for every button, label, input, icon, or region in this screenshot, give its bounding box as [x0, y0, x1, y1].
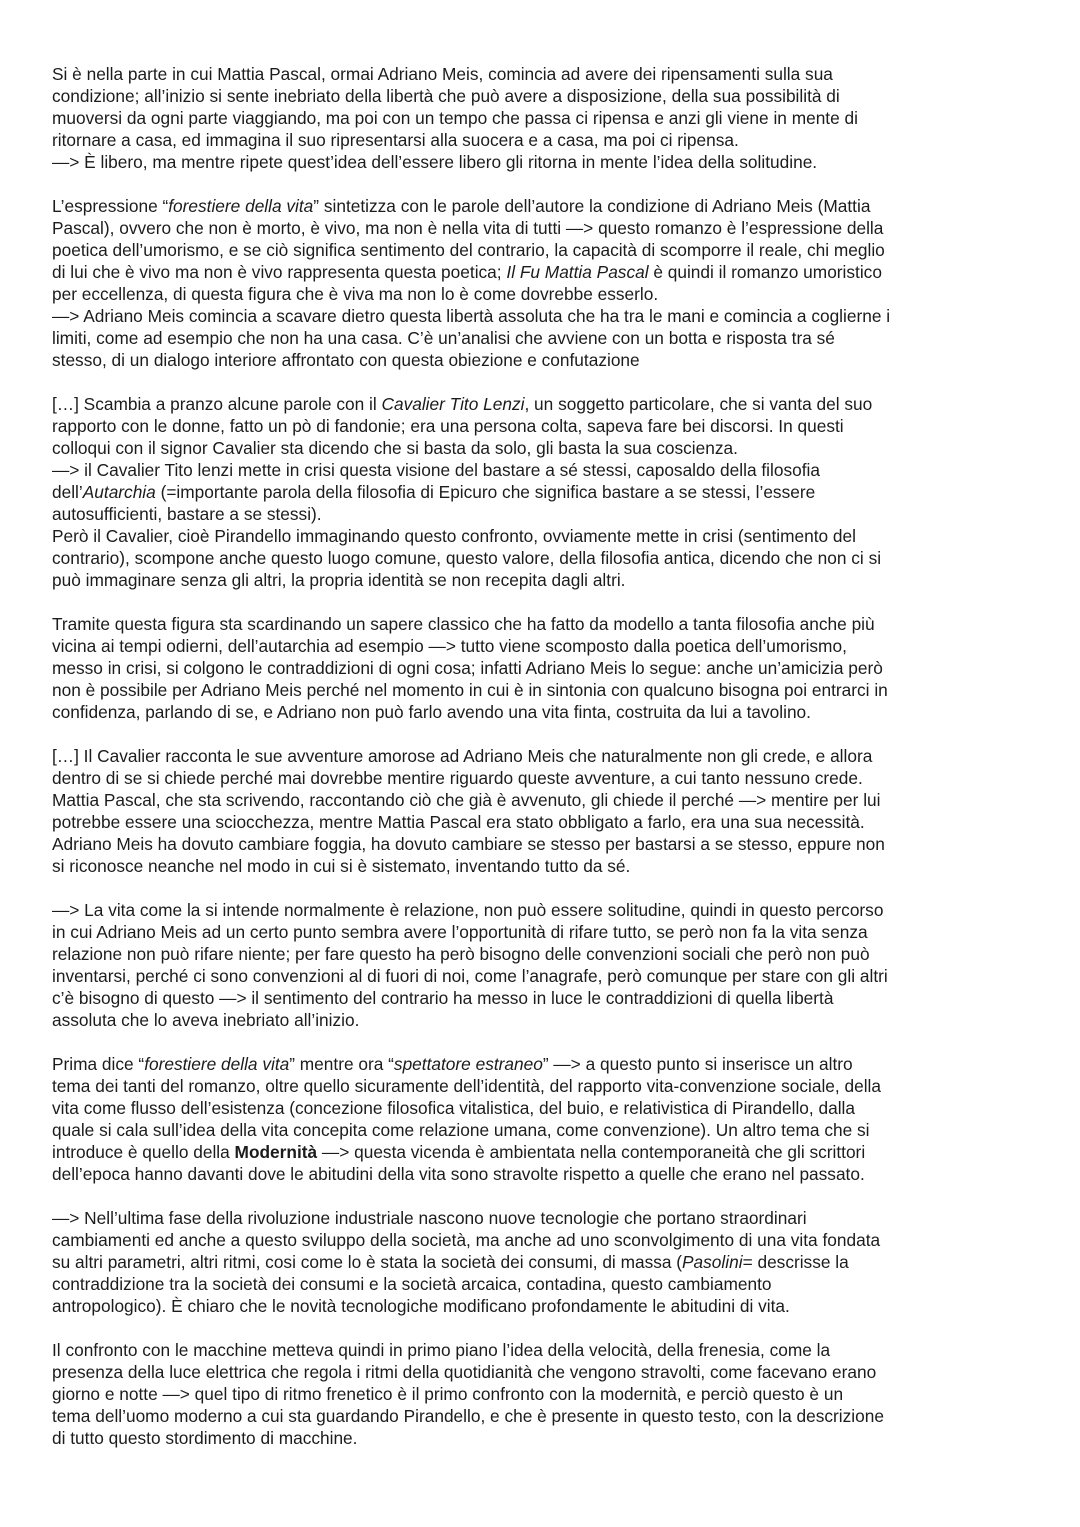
paragraph	[52, 1053, 1037, 1185]
text-run: L’espressione “	[52, 196, 169, 216]
text-run: = descrisse la contraddizione tra la società dei consumi e la società arcaica, contadina, questo cambiamento antropologico). È chiaro che le novità tecnologiche modificano profondamente le abitudini di vita.	[52, 1252, 849, 1316]
paragraph	[52, 613, 1037, 723]
paragraph	[52, 393, 1037, 591]
text-run: —> Nell’ultima fase della rivoluzione industriale nascono nuove tecnologie che portano straordinari cambiamenti ed anche a questo sviluppo della società, ma anche ad uno sconvolgimento di una vita fondata su altri parametri, altri ritmi, cosi come lo è stata la società dei consumi, di massa (	[52, 1208, 881, 1272]
paragraph	[52, 195, 1037, 371]
text-run: Tramite questa figura sta scardinando un sapere classico che ha fatto da modello a tanta filosofia anche più vicina ai tempi odierni, dell’autarchia ad esempio —> tutto viene scomposto dalla poetica dell’umorismo, messo in crisi, si colgono le contraddizioni di ogni cosa; infatti Adriano Meis lo segue: anche un’amicizia però non è possibile per Adriano Meis perché nel momento in cui è in sintonia con qualcuno bisogna poi entrarci in confidenza, parlando di se, e Adriano non può farlo avendo una vita finta, costruita da lui a tavolino.	[52, 614, 888, 722]
text-run: […] Il Cavalier racconta le sue avventure amorose ad Adriano Meis che naturalmente non gli crede, e allora dentro di se si chiede perché mai dovrebbe mentire riguardo queste avventure, a cui tanto nessuno crede. Mattia Pascal, che sta scrivendo, raccontando ciò che già è avvenuto, gli chiede il perché —> mentire per lui potrebbe essere una sciocchezza, mentre Mattia Pascal era stato obbligato a farlo, era una sua necessità. Adriano Meis ha dovuto cambiare foggia, ha dovuto cambiare se stesso per bastarsi a se stesso, eppure non si riconosce neanche nel modo in cui si è sistemato, inventando tutto da sé.	[52, 746, 885, 876]
text-run: ” mentre ora “	[289, 1054, 394, 1074]
paragraph	[52, 1207, 1037, 1317]
text-run: (=importante parola della filosofia di Epicuro che significa bastare a se stessi, l’essere autosufficienti, bastare a se stessi). Però il Cavalier, cioè Pirandello immaginando questo confronto, ovviamente mette in crisi (sentimento del contrario), scompone anche questo luogo comune, questo valore, della filosofia antica, dicendo che non ci si può immaginare senza gli altri, la propria identità se non recepita dagli altri.	[52, 482, 882, 590]
bold-text: Modernità	[234, 1142, 318, 1162]
text-run: —> questa vicenda è ambientata nella contemporaneità che gli scrittori dell’epoca hanno davanti dove le abitudini della vita sono stravolte rispetto a quelle che erano nel passato.	[52, 1142, 866, 1184]
paragraph	[52, 63, 1037, 173]
text-run: […] Scambia a pranzo alcune parole con il	[52, 394, 382, 414]
text-run: , un soggetto particolare, che si vanta del suo rapporto con le donne, fatto un pò di fandonie; era una persona colta, sapeva fare bei discorsi. In questi colloqui con il signor Cavalier sta dicendo che si basta da solo, gli basta la sua coscienza. —> il Cavalier Tito lenzi mette in crisi questa visione del bastare a sé stessi, caposaldo della filosofia dell’	[52, 394, 873, 502]
italic-text: forestiere della vita	[144, 1054, 290, 1074]
italic-text: forestiere della vita	[168, 196, 314, 216]
text-run: ” sintetizza con le parole dell’autore la condizione di Adriano Meis (Mattia Pascal), ovvero che non è morto, è vivo, ma non è nella vita di tutti —> questo romanzo è l’espressione della poetica dell’umorismo, e se ciò significa sentimento del contrario, la capacità di scomporre il reale, chi meglio di lui che è vivo ma non è vivo rappresenta questa poetica;	[52, 196, 885, 282]
italic-text: Pasolini	[682, 1252, 743, 1272]
text-run: —> La vita come la si intende normalmente è relazione, non può essere solitudine, quindi in questo percorso in cui Adriano Meis ad un certo punto sembra avere l’opportunità di rifare tutto, se però non fa la vita senza relazione non può rifare niente; per fare questo ha però bisogno delle convenzioni sociali che però non può inventarsi, perché ci sono convenzioni al di fuori di noi, come l’anagrafe, però comunque per stare con gli altri c’è bisogno di questo —> il sentimento del contrario ha messo in luce le contraddizioni di quella libertà assoluta che lo aveva inebriato all’inizio.	[52, 900, 888, 1030]
paragraph	[52, 745, 1037, 877]
paragraph	[52, 1339, 1037, 1449]
italic-text: Cavalier Tito Lenzi	[381, 394, 525, 414]
text-run: Prima dice “	[52, 1054, 145, 1074]
italic-text: spettatore estraneo	[393, 1054, 543, 1074]
paragraph	[52, 899, 1037, 1031]
text-run: è quindi il romanzo umoristico per eccellenza, di questa figura che è viva ma non lo è come dovrebbe esserlo. —> Adriano Meis comincia a scavare dietro questa libertà assoluta che ha tra le mani e comincia a coglierne i limiti, come ad esempio che non ha una casa. C’è un’analisi che avviene con un botta e risposta tra sé stesso, di un dialogo interiore affrontato con questa obiezione e confutazione	[52, 262, 891, 370]
text-run: ” —> a questo punto si inserisce un altro tema dei tanti del romanzo, oltre quello sicuramente dell’identità, del rapporto vita-convenzione sociale, della vita come flusso dell’esistenza (concezione filosofica vitalistica, del buio, e relativistica di Pirandello, dalla quale si cala sull’idea della vita concepita come relazione umana, come convenzione). Un altro tema che si introduce è quello della	[52, 1054, 882, 1162]
italic-text: Autarchia	[82, 482, 156, 502]
text-run: Si è nella parte in cui Mattia Pascal, ormai Adriano Meis, comincia ad avere dei ripensamenti sulla sua condizione; all’inizio si sente inebriato della libertà che può avere a disposizione, della sua possibilità di muoversi da ogni parte viaggiando, ma poi con un tempo che passa ci ripensa e anzi gli viene in mente di ritornare a casa, ed immagina il suo ripresentarsi alla suocera e a casa, ma poi ci ripensa. —> È libero, ma mentre ripete quest’idea dell’essere libero gli ritorna in mente l’idea della solitudine.	[52, 64, 858, 172]
document-page	[52, 63, 1037, 1471]
italic-text: Il Fu Mattia Pascal	[506, 262, 649, 282]
text-run: Il confronto con le macchine metteva quindi in primo piano l’idea della velocità, della frenesia, come la presenza della luce elettrica che regola i ritmi della quotidianità che vengono stravolti, come facevano erano giorno e notte —> quel tipo di ritmo frenetico è il primo confronto con la modernità, e perciò questo è un tema dell’uomo moderno a cui sta guardando Pirandello, e che è presente in questo testo, con la descrizione di tutto questo stordimento di macchine.	[52, 1340, 884, 1448]
